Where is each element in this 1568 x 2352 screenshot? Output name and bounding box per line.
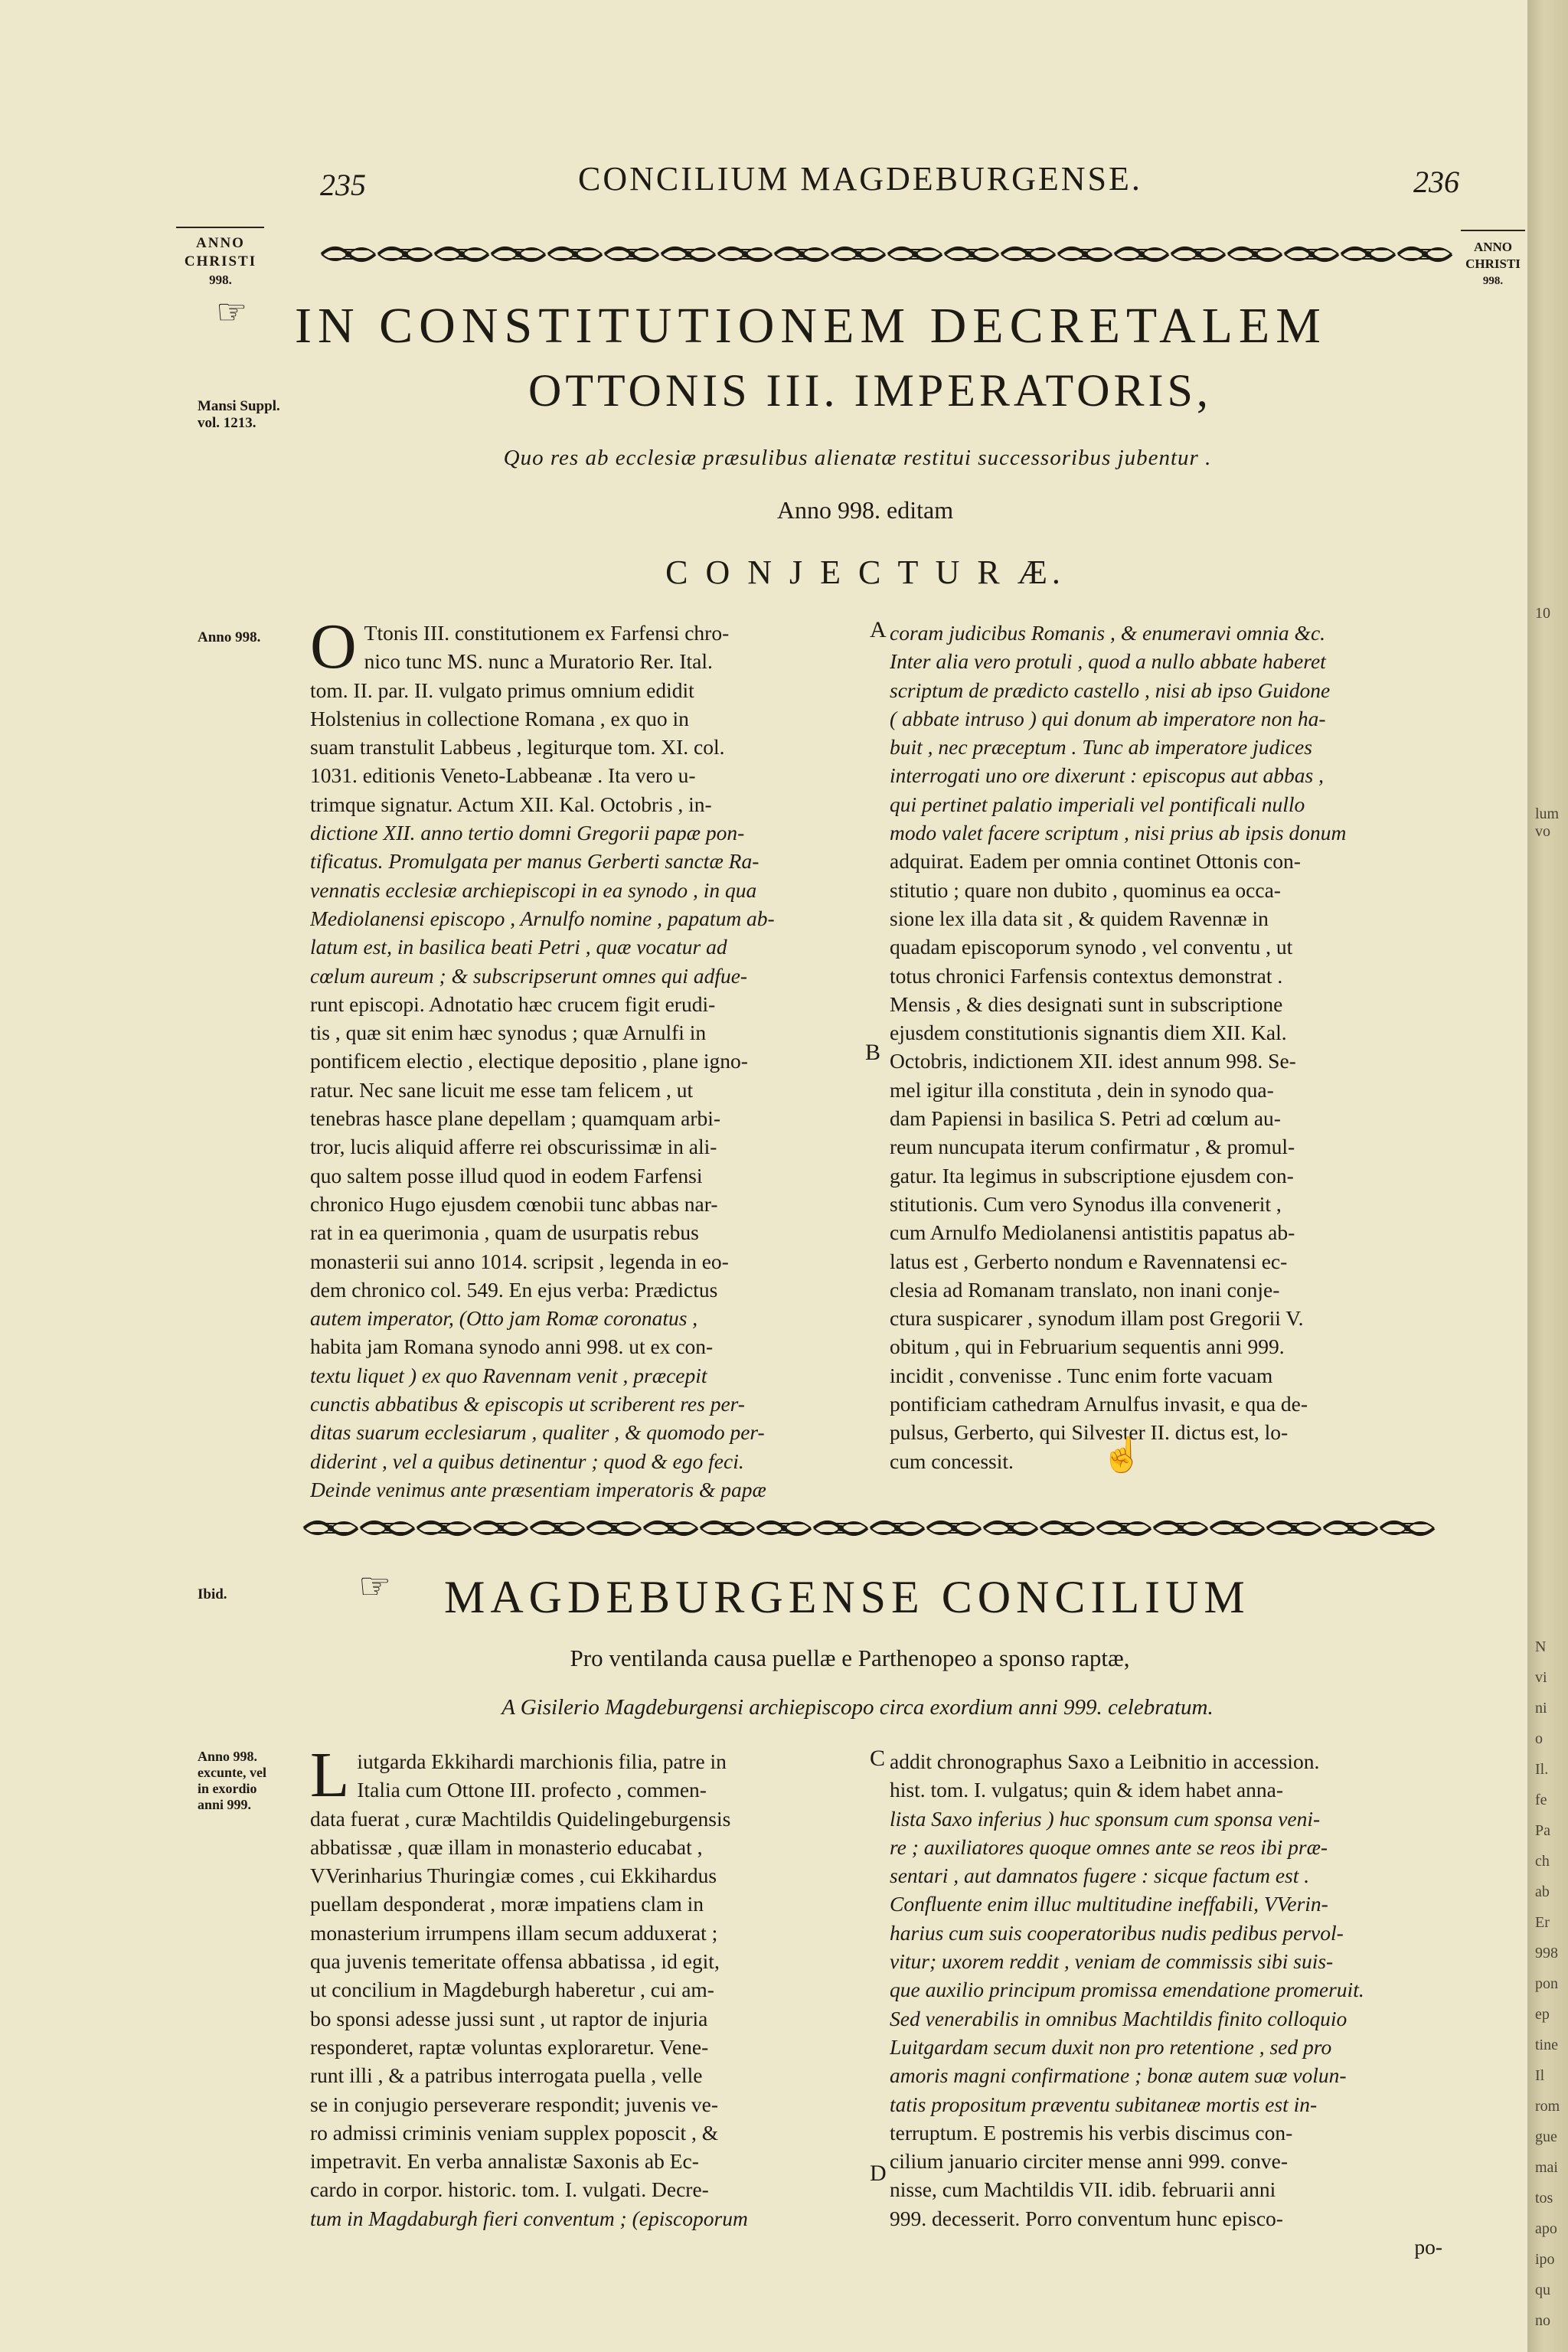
- text-line: Holstenius in collectione Romana , ex quo in: [310, 706, 689, 730]
- text-line: vitur; uxorem reddit , veniam de commissis sibi suis-: [890, 1949, 1334, 1974]
- text-line: Mediolanensi episcopo , Arnulfo nomine , papatum ab-: [310, 906, 775, 930]
- section1-right-column: [890, 619, 1442, 1475]
- text-line: Italia cum Ottone III. profecto , commen-: [357, 1778, 707, 1802]
- text-line: re ; auxiliatores quoque omnes ante se reos ibi præ-: [890, 1834, 1328, 1859]
- text-line: cum Arnulfo Mediolanensi antistitis papatus ab-: [890, 1220, 1295, 1245]
- margin-note-line: excunte, vel: [198, 1765, 266, 1780]
- gutter-mark: qu: [1535, 2282, 1550, 2298]
- margin-anno-998: Anno 998.: [198, 629, 261, 645]
- text-line: interrogati uno ore dixerunt : episcopus aut abbas ,: [890, 763, 1325, 788]
- section1-edition: Anno 998. editam: [776, 496, 954, 524]
- text-line: Sed venerabilis in omnibus Machtildis finito colloquio: [890, 2006, 1348, 2030]
- text-line: Mensis , & dies designati sunt in subscriptione: [890, 991, 1283, 1016]
- text-line: bo sponsi adesse jussi sunt , ut raptor de injuria: [310, 2006, 708, 2030]
- text-line: ctura suspicarer , synodum illam post Gregorii V.: [890, 1306, 1304, 1331]
- ornament-chain-svg-2: [302, 1511, 1436, 1545]
- column-letter-d: D: [870, 2161, 887, 2186]
- gutter-mark: ipo: [1535, 2251, 1555, 2268]
- running-title: CONCILIUM MAGDEBURGENSE.: [578, 160, 1142, 198]
- text-line: sentari , aut damnatos fugere : sicque factum est .: [890, 1864, 1310, 1888]
- conjecturae-heading: C O N J E C T U R Æ.: [665, 554, 1065, 591]
- text-line: scriptum de prædicto castello , nisi ab ipso Guidone: [890, 678, 1331, 702]
- gutter-mark: Il: [1535, 2067, 1545, 2084]
- text-line: nisse, cum Machtildis VII. idib. februarii anni: [890, 2177, 1276, 2202]
- text-line: dem chronico col. 549. En ejus verba: Prædictus: [310, 1277, 718, 1302]
- margin-note-line: Anno 998.: [198, 1749, 258, 1764]
- text-line: trimque signatur. Actum XII. Kal. Octobris , in-: [310, 792, 712, 816]
- gutter-mark: ep: [1535, 2006, 1550, 2023]
- text-line: gatur. Ita legimus in subscriptione ejusdem con-: [890, 1163, 1294, 1187]
- section2-title: MAGDEBURGENSE CONCILIUM: [444, 1572, 1250, 1622]
- text-line: cœlum aureum ; & subscripserunt omnes qui adfue-: [310, 963, 748, 988]
- text-line: amoris magni confirmatione ; bonæ autem suæ volun-: [890, 2063, 1347, 2088]
- margin-christi-label: CHRISTI: [184, 253, 257, 270]
- text-line: monasterii sui anno 1014. scripsit , legenda in eo-: [310, 1249, 729, 1273]
- text-line: dictione XII. anno tertio domni Gregorii papæ pon-: [310, 821, 745, 845]
- gutter-mark: Il.: [1535, 1761, 1549, 1778]
- text-line: ejusdem constitutionis signantis diem XII. Kal.: [890, 1021, 1287, 1045]
- text-line: runt episcopi. Adnotatio hæc crucem figit erudi-: [310, 991, 716, 1016]
- text-line: sione lex illa data sit , & quidem Ravennæ in: [890, 906, 1269, 930]
- text-line: dam Papiensi in basilica S. Petri ad cœlum au-: [890, 1106, 1281, 1131]
- section1-left-column: [310, 611, 861, 1504]
- gutter-mark: ch: [1535, 1853, 1550, 1870]
- section2-subtitle1: Pro ventilanda causa puellæ e Parthenopeo a sponso raptæ,: [570, 1645, 1130, 1671]
- text-line: tis , quæ sit enim hæc synodus ; quæ Arnulfi in: [310, 1021, 707, 1045]
- text-line: que auxilio principum promissa emendatione promeruit.: [890, 1978, 1364, 2002]
- text-line: pontificiam cathedram Arnulfus invasit, e qua de-: [890, 1392, 1308, 1416]
- text-line: po-: [1414, 2235, 1442, 2259]
- text-line: ro admissi criminis veniam supplex poposcit , &: [310, 2120, 719, 2145]
- text-line: VVerinharius Thuringiæ comes , cui Ekkihardus: [310, 1864, 717, 1888]
- section2-subtitle2: A Gisilerio Magdeburgensi archiepiscopo circa exordium anni 999. celebratum.: [501, 1695, 1214, 1720]
- text-line: mel igitur illa constituta , dein in synodo qua-: [890, 1077, 1274, 1102]
- margin-note-line: anni 999.: [198, 1797, 252, 1812]
- margin-christi-label-right: CHRISTI: [1465, 256, 1521, 271]
- section1-subtitle: Quo res ab ecclesiæ præsulibus alienatæ restitui successoribus jubentur .: [503, 446, 1212, 470]
- section2-left-column: [310, 1740, 861, 2233]
- text-line: Deinde venimus ante præsentiam imperatoris & papæ: [310, 1477, 766, 1501]
- text-line: ut concilium in Magdeburgh haberetur , cui am-: [310, 1978, 714, 2002]
- text-line: tificatus. Promulgata per manus Gerberti sanctæ Ra-: [310, 849, 760, 874]
- text-line: quo saltem posse illud quod in eodem Farfensi: [310, 1163, 703, 1187]
- text-line: rat in ea querimonia , quam de usurpatis rebus: [310, 1220, 699, 1245]
- gutter-mark: 998: [1535, 1945, 1558, 1962]
- margin-note-line: in exordio: [198, 1781, 257, 1796]
- text-line: pontificem electio , electique depositio , plane igno-: [310, 1049, 748, 1073]
- section1-title-line2: OTTONIS III. IMPERATORIS,: [528, 365, 1212, 416]
- ornament-chain-svg: [320, 237, 1453, 271]
- ornamental-band-middle: [302, 1511, 1436, 1545]
- text-line: se in conjugio perseverare respondit; juvenis ve-: [310, 2092, 719, 2116]
- text-line: stitutio ; quare non dubito , quominus ea occa-: [890, 877, 1281, 902]
- margin-ibid: Ibid.: [198, 1586, 227, 1602]
- text-line: latum est, in basilica beati Petri , quæ vocatur ad: [310, 935, 727, 959]
- column-letter-a: A: [870, 617, 887, 642]
- text-line: stitutionis. Cum vero Synodus illa convenerit ,: [890, 1191, 1282, 1216]
- text-line: cilium januario circiter mense anni 999. conve-: [890, 2149, 1289, 2174]
- text-line: abbatissæ , quæ illam in monasterio educabat ,: [310, 1834, 703, 1859]
- margin-anno-label-right: ANNO: [1473, 240, 1513, 254]
- page-number-left: 235: [320, 168, 366, 202]
- gutter-mark: fe: [1535, 1792, 1547, 1808]
- pointing-hand-icon: ☞: [216, 292, 248, 332]
- margin-rule-right: [1461, 230, 1525, 231]
- margin-rule-left: [176, 227, 264, 228]
- text-line: qua juvenis temeritate offensa abbatissa , id egit,: [310, 1949, 720, 1974]
- text-line: Luitgardam secum duxit non pro retentione , sed pro: [890, 2034, 1332, 2059]
- text-line: terruptum. E postremis his verbis discimus con-: [890, 2120, 1293, 2145]
- end-ornament-icon: ☝: [1101, 1436, 1143, 1474]
- dropcap-o: O: [310, 611, 357, 682]
- text-line: puellam desponderat , moræ impatiens clam in: [310, 1892, 704, 1916]
- text-line: incidit , convenisse . Tunc enim forte vacuam: [890, 1363, 1273, 1387]
- gutter-mark: gue: [1535, 2128, 1557, 2145]
- text-line: ditas suarum ecclesiarum , qualiter , & quomodo per-: [310, 1420, 765, 1445]
- margin-mansi-line2: vol. 1213.: [198, 415, 256, 431]
- text-line: chronico Hugo ejusdem cœnobii tunc abbas nar-: [310, 1191, 718, 1216]
- dropcap-l: L: [310, 1740, 350, 1811]
- text-line: Ttonis III. constitutionem ex Farfensi chro-: [364, 621, 730, 645]
- text-line: cum concessit.: [890, 1449, 1014, 1473]
- text-line: nico tunc MS. nunc a Muratorio Rer. Ital.: [364, 649, 713, 674]
- gutter-mark: ab: [1535, 1883, 1550, 1900]
- pointing-hand-icon-2: ☞: [358, 1566, 392, 1607]
- text-line: cardo in corpor. historic. tom. I. vulgati. Decre-: [310, 2177, 709, 2202]
- text-line: totus chronici Farfensis contextus demonstrat .: [890, 963, 1283, 988]
- text-line: cunctis abbatibus & episcopis ut scriberent res per-: [310, 1392, 745, 1416]
- text-line: ratur. Nec sane licuit me esse tam felicem , ut: [310, 1077, 694, 1102]
- text-line: tom. II. par. II. vulgato primus omnium edidit: [310, 678, 694, 702]
- text-line: buit , nec præceptum . Tunc ab imperatore judices: [890, 735, 1312, 760]
- text-line: responderet, raptæ voluntas exploraretur. Vene-: [310, 2034, 709, 2059]
- margin-anno-998-b: [198, 1749, 297, 1813]
- text-line: tum in Magdaburgh fieri conventum ; (episcoporum: [310, 2206, 748, 2230]
- text-line: adquirat. Eadem per omnia continet Ottonis con-: [890, 849, 1301, 874]
- text-line: latus est , Gerberto nondum e Ravennatensi ec-: [890, 1249, 1288, 1273]
- gutter-mark: apo: [1535, 2220, 1557, 2237]
- section1-title-line1: IN CONSTITUTIONEM DECRETALEM: [295, 298, 1327, 354]
- text-line: tror, lucis aliquid afferre rei obscurissimæ in ali-: [310, 1135, 717, 1159]
- text-line: habita jam Romana synodo anni 998. ut ex con-: [310, 1334, 714, 1359]
- gutter-mark: Pa: [1535, 1822, 1550, 1839]
- text-line: vennatis ecclesiæ archiepiscopi in ea synodo , in qua: [310, 877, 757, 902]
- text-line: monasterium irrumpens illam secum adduxerat ;: [310, 1920, 718, 1945]
- margin-year-label-right: 998.: [1482, 275, 1504, 287]
- ornamental-band-top: [320, 237, 1453, 271]
- text-line: Confluente enim illuc multitudine ineffabili, VVerin-: [890, 1892, 1328, 1916]
- column-letter-b: B: [865, 1040, 881, 1065]
- text-line: ( abbate intruso ) qui donum ab imperatore non ha-: [890, 706, 1326, 730]
- gutter-mark: vi: [1535, 1669, 1547, 1686]
- gutter-mark: pon: [1535, 1975, 1558, 1992]
- text-line: qui pertinet palatio imperiali vel pontificali nullo: [890, 792, 1305, 816]
- margin-mansi-note: [198, 398, 305, 432]
- text-line: impetravit. En verba annalistæ Saxonis ab Ec-: [310, 2149, 699, 2174]
- gutter-mark: rom: [1535, 2098, 1560, 2115]
- text-line: harius cum suis cooperatoribus nudis pedibus pervol-: [890, 1920, 1344, 1945]
- text-line: modo valet facere scriptum , nisi prius ab ipsis donum: [890, 821, 1347, 845]
- gutter-mark: ni: [1535, 1700, 1547, 1717]
- margin-year-label: 998.: [209, 273, 232, 287]
- text-line: diderint , vel a quibus detinentur ; quod & ego feci.: [310, 1449, 744, 1473]
- text-line: data fuerat , curæ Machtildis Quidelingeburgensis: [310, 1806, 731, 1831]
- text-line: autem imperator, (Otto jam Romæ coronatus ,: [310, 1306, 698, 1331]
- gutter-mark: 10: [1535, 605, 1550, 622]
- gutter-mark: no: [1535, 2312, 1550, 2329]
- gutter-mark: o: [1535, 1730, 1543, 1747]
- page-number-right: 236: [1413, 165, 1459, 199]
- text-line: textu liquet ) ex quo Ravennam venit , præcepit: [310, 1363, 707, 1387]
- text-line: lista Saxo inferius ) huc sponsum cum sponsa veni-: [890, 1806, 1321, 1831]
- text-line: tatis propositum præventu subitaneæ mortis est in-: [890, 2092, 1318, 2116]
- gutter-mark: N: [1535, 1638, 1547, 1655]
- margin-anno-label: ANNO: [196, 235, 245, 251]
- margin-mansi-line1: Mansi Suppl.: [198, 398, 280, 414]
- text-line: pulsus, Gerberto, qui Silvester II. dictus est, lo-: [890, 1420, 1289, 1445]
- text-line: coram judicibus Romanis , & enumeravi omnia &c.: [890, 621, 1326, 645]
- text-line: 999. decesserit. Porro conventum hunc episco-: [890, 2206, 1283, 2230]
- margin-anno-christi-right: [1461, 239, 1525, 289]
- gutter-mark: lum vo: [1535, 805, 1560, 840]
- text-line: 1031. editionis Veneto-Labbeanæ . Ita vero u-: [310, 763, 696, 788]
- text-line: addit chronographus Saxo a Leibnitio in accession.: [890, 1749, 1320, 1773]
- text-line: quadam episcoporum synodo , vel conventu , ut: [890, 935, 1293, 959]
- facing-page-edge: [1527, 0, 1568, 2352]
- text-line: hist. tom. I. vulgatus; quin & idem habet anna-: [890, 1778, 1284, 1802]
- text-line: runt illi , & a patribus interrogata puella , velle: [310, 2063, 703, 2088]
- margin-anno-christi-left: [175, 234, 266, 289]
- text-line: iutgarda Ekkihardi marchionis filia, patre in: [357, 1749, 727, 1773]
- text-line: reum nuncupata iterum confirmatur , & promul-: [890, 1135, 1295, 1159]
- section2-right-column: [890, 1747, 1442, 2261]
- gutter-mark: tos: [1535, 2190, 1553, 2207]
- gutter-mark: tine: [1535, 2037, 1558, 2053]
- text-line: tenebras hasce plane depellam ; quamquam arbi-: [310, 1106, 721, 1131]
- text-line: obitum , qui in Februarium sequentis anni 999.: [890, 1334, 1285, 1359]
- text-line: suam transtulit Labbeus , legiturque tom. XI. col.: [310, 735, 725, 760]
- text-line: Octobris, indictionem XII. idest annum 998. Se-: [890, 1049, 1296, 1073]
- gutter-mark: Er: [1535, 1914, 1550, 1931]
- gutter-mark: mai: [1535, 2159, 1558, 2176]
- column-letter-c: C: [870, 1746, 886, 1771]
- text-line: clesia ad Romanam translato, non inani conje-: [890, 1277, 1280, 1302]
- text-line: Inter alia vero protuli , quod a nullo abbate haberet: [890, 649, 1326, 674]
